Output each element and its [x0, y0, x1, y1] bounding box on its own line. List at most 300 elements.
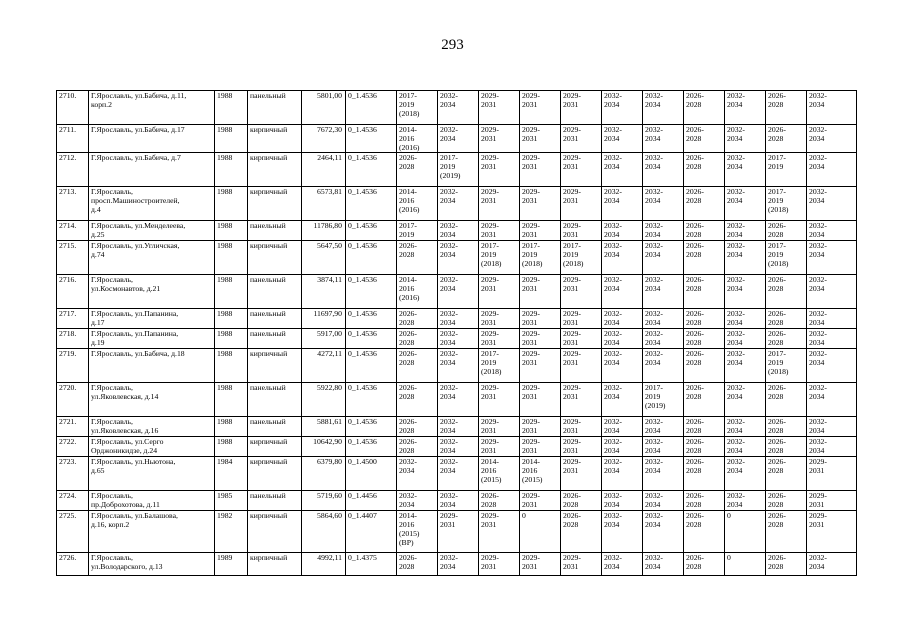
repair-period-cell: 2017- 2019 (2018) — [561, 241, 602, 275]
repair-period-cell: 2029- 2031 — [807, 511, 857, 553]
wall-material-cell: кирпичный — [248, 241, 302, 275]
address-cell: Г.Ярославль, ул.Бабича, д.18 — [89, 349, 215, 383]
wall-material-cell: кирпичный — [248, 187, 302, 221]
repair-period-cell: 2017- 2019 (2018) — [479, 349, 520, 383]
table-row — [57, 91, 857, 125]
repair-period-cell: 2032- 2034 — [397, 491, 438, 511]
row-number-cell: 2725. — [57, 511, 89, 553]
repair-period-cell: 2029- 2031 — [479, 329, 520, 349]
code-cell: 0_1.4407 — [346, 511, 397, 553]
row-number-cell: 2718. — [57, 329, 89, 349]
repair-period-cell: 2029- 2031 — [520, 491, 561, 511]
table-row — [57, 329, 857, 349]
repair-period-cell: 2026- 2028 — [766, 91, 807, 125]
repair-period-cell: 2032- 2034 — [643, 329, 684, 349]
repair-period-cell: 2029- 2031 — [561, 221, 602, 241]
table-row — [57, 241, 857, 275]
code-cell: 0_1.4500 — [346, 457, 397, 491]
repair-period-cell: 2032- 2034 — [643, 153, 684, 187]
repair-period-cell: 0 — [725, 553, 766, 576]
repair-period-cell: 2032- 2034 — [807, 383, 857, 417]
repair-period-cell: 2029- 2031 — [520, 329, 561, 349]
repair-period-cell: 2026- 2028 — [684, 437, 725, 457]
table-row — [57, 491, 857, 511]
area-cell: 5881,61 — [302, 417, 346, 437]
repair-period-cell: 2026- 2028 — [397, 417, 438, 437]
repair-period-cell: 2032- 2034 — [725, 153, 766, 187]
address-cell: Г.Ярославль, ул.Володарского, д.13 — [89, 553, 215, 576]
repair-period-cell: 2032- 2034 — [438, 553, 479, 576]
repair-period-cell: 2026- 2028 — [397, 437, 438, 457]
repair-period-cell: 2017- 2019 (2018) — [397, 91, 438, 125]
repair-period-cell: 2014- 2016 (2015) — [520, 457, 561, 491]
repair-period-cell: 2026- 2028 — [684, 241, 725, 275]
repair-period-cell: 2014- 2016 (2016) — [397, 125, 438, 153]
repair-period-cell: 2032- 2034 — [602, 275, 643, 309]
row-number-cell: 2719. — [57, 349, 89, 383]
repair-period-cell: 2032- 2034 — [807, 553, 857, 576]
repair-period-cell: 2032- 2034 — [643, 221, 684, 241]
repair-period-cell: 2029- 2031 — [479, 275, 520, 309]
table-row — [57, 187, 857, 221]
repair-period-cell: 2032- 2034 — [807, 153, 857, 187]
year-cell: 1988 — [215, 187, 248, 221]
housing-repair-schedule-table — [56, 90, 857, 576]
repair-period-cell: 2017- 2019 (2019) — [643, 383, 684, 417]
repair-period-cell: 2032- 2034 — [807, 437, 857, 457]
repair-period-cell: 2032- 2034 — [643, 457, 684, 491]
repair-period-cell: 2017- 2019 (2019) — [438, 153, 479, 187]
repair-period-cell: 2029- 2031 — [561, 553, 602, 576]
year-cell: 1988 — [215, 275, 248, 309]
address-cell: Г.Ярославль, ул.Серго Орджоникидзе, д.24 — [89, 437, 215, 457]
address-cell: Г.Ярославль, ул.Папанина, д.17 — [89, 309, 215, 329]
table-row — [57, 221, 857, 241]
repair-period-cell: 2032- 2034 — [725, 241, 766, 275]
row-number-cell: 2720. — [57, 383, 89, 417]
repair-period-cell: 2029- 2031 — [479, 125, 520, 153]
repair-period-cell: 2032- 2034 — [438, 309, 479, 329]
repair-period-cell: 2026- 2028 — [766, 329, 807, 349]
repair-period-cell: 2026- 2028 — [397, 329, 438, 349]
repair-period-cell: 2032- 2034 — [725, 187, 766, 221]
repair-period-cell: 2032- 2034 — [438, 91, 479, 125]
repair-period-cell: 2026- 2028 — [479, 491, 520, 511]
repair-period-cell: 2029- 2031 — [479, 221, 520, 241]
code-cell: 0_1.4536 — [346, 241, 397, 275]
address-cell: Г.Ярославль, ул.Папанина, д.19 — [89, 329, 215, 349]
code-cell: 0_1.4536 — [346, 349, 397, 383]
code-cell: 0_1.4536 — [346, 187, 397, 221]
row-number-cell: 2715. — [57, 241, 89, 275]
code-cell: 0_1.4536 — [346, 275, 397, 309]
repair-period-cell: 2032- 2034 — [643, 511, 684, 553]
repair-period-cell: 2032- 2034 — [643, 309, 684, 329]
wall-material-cell: панельный — [248, 275, 302, 309]
repair-period-cell: 2029- 2031 — [520, 553, 561, 576]
repair-period-cell: 2032- 2034 — [725, 221, 766, 241]
area-cell: 2464,11 — [302, 153, 346, 187]
repair-period-cell: 2014- 2016 (2015) (ВР) — [397, 511, 438, 553]
row-number-cell: 2711. — [57, 125, 89, 153]
area-cell: 5801,00 — [302, 91, 346, 125]
repair-period-cell: 2032- 2034 — [602, 349, 643, 383]
repair-period-cell: 2029- 2031 — [561, 153, 602, 187]
row-number-cell: 2714. — [57, 221, 89, 241]
repair-period-cell: 2032- 2034 — [725, 125, 766, 153]
repair-period-cell: 2032- 2034 — [438, 125, 479, 153]
row-number-cell: 2722. — [57, 437, 89, 457]
area-cell: 5719,60 — [302, 491, 346, 511]
address-cell: Г.Ярославль, ул.Балашова, д.16, корп.2 — [89, 511, 215, 553]
repair-period-cell: 2032- 2034 — [438, 329, 479, 349]
wall-material-cell: панельный — [248, 221, 302, 241]
repair-period-cell: 2032- 2034 — [438, 417, 479, 437]
repair-period-cell: 2032- 2034 — [807, 91, 857, 125]
year-cell: 1988 — [215, 437, 248, 457]
row-number-cell: 2723. — [57, 457, 89, 491]
repair-period-cell: 2032- 2034 — [602, 457, 643, 491]
code-cell: 0_1.4536 — [346, 309, 397, 329]
repair-period-cell: 2029- 2031 — [561, 417, 602, 437]
wall-material-cell: кирпичный — [248, 153, 302, 187]
address-cell: Г.Ярославль, просп.Машиностроителей, д.4 — [89, 187, 215, 221]
repair-period-cell: 2032- 2034 — [397, 457, 438, 491]
repair-period-cell: 2026- 2028 — [684, 329, 725, 349]
repair-period-cell: 2029- 2031 — [520, 125, 561, 153]
repair-period-cell: 2032- 2034 — [438, 491, 479, 511]
repair-period-cell: 2032- 2034 — [602, 125, 643, 153]
repair-period-cell: 2029- 2031 — [520, 309, 561, 329]
repair-period-cell: 2032- 2034 — [725, 275, 766, 309]
year-cell: 1988 — [215, 221, 248, 241]
wall-material-cell: кирпичный — [248, 553, 302, 576]
code-cell: 0_1.4456 — [346, 491, 397, 511]
address-cell: Г.Ярославль, ул.Бабича, д.17 — [89, 125, 215, 153]
year-cell: 1988 — [215, 349, 248, 383]
wall-material-cell: панельный — [248, 491, 302, 511]
repair-period-cell: 2032- 2034 — [643, 437, 684, 457]
year-cell: 1988 — [215, 417, 248, 437]
repair-period-cell: 2029- 2031 — [561, 187, 602, 221]
year-cell: 1984 — [215, 457, 248, 491]
table-row — [57, 153, 857, 187]
repair-period-cell: 2029- 2031 — [479, 383, 520, 417]
repair-period-cell: 2029- 2031 — [520, 437, 561, 457]
code-cell: 0_1.4536 — [346, 221, 397, 241]
repair-period-cell: 2029- 2031 — [479, 187, 520, 221]
repair-period-cell: 2032- 2034 — [438, 383, 479, 417]
repair-period-cell: 2026- 2028 — [766, 491, 807, 511]
repair-period-cell: 2026- 2028 — [766, 511, 807, 553]
table-row — [57, 457, 857, 491]
repair-period-cell: 2029- 2031 — [561, 309, 602, 329]
code-cell: 0_1.4536 — [346, 383, 397, 417]
page-number: 293 — [441, 37, 464, 53]
repair-period-cell: 2032- 2034 — [807, 417, 857, 437]
repair-period-cell: 2026- 2028 — [766, 417, 807, 437]
address-cell: Г.Ярославль, ул.Ньютона, д.65 — [89, 457, 215, 491]
address-cell: Г.Ярославль, ул.Менделеева, д.25 — [89, 221, 215, 241]
repair-period-cell: 2032- 2034 — [602, 241, 643, 275]
repair-period-cell: 2032- 2034 — [643, 417, 684, 437]
table-row — [57, 275, 857, 309]
table-row — [57, 417, 857, 437]
repair-period-cell: 2032- 2034 — [643, 275, 684, 309]
repair-period-cell: 2032- 2034 — [643, 91, 684, 125]
repair-period-cell: 2032- 2034 — [725, 349, 766, 383]
repair-period-cell: 2032- 2034 — [438, 221, 479, 241]
address-cell: Г.Ярославль, ул.Яковлевская, д.16 — [89, 417, 215, 437]
repair-period-cell: 2032- 2034 — [438, 187, 479, 221]
code-cell: 0_1.4536 — [346, 437, 397, 457]
repair-period-cell: 2032- 2034 — [643, 553, 684, 576]
repair-period-cell: 2026- 2028 — [684, 153, 725, 187]
repair-period-cell: 2032- 2034 — [602, 383, 643, 417]
repair-period-cell: 2032- 2034 — [602, 91, 643, 125]
address-cell: Г.Ярославль, ул.Космонавтов, д.21 — [89, 275, 215, 309]
year-cell: 1988 — [215, 153, 248, 187]
repair-period-cell: 2026- 2028 — [397, 153, 438, 187]
repair-period-cell: 2032- 2034 — [602, 437, 643, 457]
row-number-cell: 2710. — [57, 91, 89, 125]
area-cell: 6379,80 — [302, 457, 346, 491]
repair-period-cell: 2026- 2028 — [766, 383, 807, 417]
repair-period-cell: 2029- 2031 — [561, 437, 602, 457]
repair-period-cell: 2032- 2034 — [643, 349, 684, 383]
repair-period-cell: 2017- 2019 (2018) — [766, 241, 807, 275]
repair-period-cell: 2026- 2028 — [766, 553, 807, 576]
area-cell: 3874,11 — [302, 275, 346, 309]
repair-period-cell: 2029- 2031 — [520, 221, 561, 241]
repair-period-cell: 2026- 2028 — [684, 309, 725, 329]
row-number-cell: 2712. — [57, 153, 89, 187]
repair-period-cell: 2029- 2031 — [561, 349, 602, 383]
repair-period-cell: 2026- 2028 — [561, 511, 602, 553]
year-cell: 1988 — [215, 241, 248, 275]
repair-period-cell: 2032- 2034 — [807, 309, 857, 329]
wall-material-cell: панельный — [248, 383, 302, 417]
repair-period-cell: 2029- 2031 — [479, 417, 520, 437]
repair-period-cell: 2032- 2034 — [643, 125, 684, 153]
repair-period-cell: 2029- 2031 — [479, 511, 520, 553]
repair-period-cell: 0 — [725, 511, 766, 553]
repair-period-cell: 2032- 2034 — [807, 349, 857, 383]
repair-period-cell: 2017- 2019 — [397, 221, 438, 241]
repair-period-cell: 2032- 2034 — [725, 457, 766, 491]
repair-period-cell: 2026- 2028 — [397, 383, 438, 417]
row-number-cell: 2713. — [57, 187, 89, 221]
repair-period-cell: 2032- 2034 — [725, 491, 766, 511]
repair-period-cell: 2032- 2034 — [643, 187, 684, 221]
repair-period-cell: 2029- 2031 — [479, 309, 520, 329]
repair-period-cell: 2032- 2034 — [602, 153, 643, 187]
repair-period-cell: 2032- 2034 — [602, 329, 643, 349]
repair-period-cell: 2026- 2028 — [684, 349, 725, 383]
year-cell: 1988 — [215, 383, 248, 417]
year-cell: 1988 — [215, 329, 248, 349]
table-row — [57, 125, 857, 153]
address-cell: Г.Ярославль, ул.Яковлевская, д.14 — [89, 383, 215, 417]
table-row — [57, 553, 857, 576]
code-cell: 0_1.4536 — [346, 417, 397, 437]
repair-period-cell: 2017- 2019 (2018) — [479, 241, 520, 275]
repair-period-cell: 2029- 2031 — [479, 153, 520, 187]
repair-period-cell: 2029- 2031 — [520, 91, 561, 125]
repair-period-cell: 2026- 2028 — [397, 553, 438, 576]
repair-period-cell: 2017- 2019 (2018) — [766, 349, 807, 383]
repair-period-cell: 2029- 2031 — [520, 383, 561, 417]
repair-period-cell: 2026- 2028 — [561, 491, 602, 511]
repair-period-cell: 2032- 2034 — [602, 511, 643, 553]
area-cell: 4272,11 — [302, 349, 346, 383]
repair-period-cell: 2032- 2034 — [807, 241, 857, 275]
row-number-cell: 2716. — [57, 275, 89, 309]
code-cell: 0_1.4536 — [346, 125, 397, 153]
repair-period-cell: 2029- 2031 — [479, 553, 520, 576]
repair-period-cell: 2032- 2034 — [807, 187, 857, 221]
repair-period-cell: 2026- 2028 — [397, 241, 438, 275]
area-cell: 5864,60 — [302, 511, 346, 553]
repair-period-cell: 2032- 2034 — [643, 241, 684, 275]
area-cell: 4992,11 — [302, 553, 346, 576]
repair-period-cell: 2029- 2031 — [561, 275, 602, 309]
year-cell: 1982 — [215, 511, 248, 553]
code-cell: 0_1.4536 — [346, 91, 397, 125]
repair-period-cell: 2029- 2031 — [479, 437, 520, 457]
area-cell: 11697,90 — [302, 309, 346, 329]
repair-period-cell: 2014- 2016 (2016) — [397, 275, 438, 309]
repair-period-cell: 2026- 2028 — [684, 491, 725, 511]
wall-material-cell: панельный — [248, 309, 302, 329]
repair-period-cell: 2026- 2028 — [766, 125, 807, 153]
repair-period-cell: 2029- 2031 — [561, 329, 602, 349]
repair-period-cell: 2014- 2016 (2016) — [397, 187, 438, 221]
repair-period-cell: 2026- 2028 — [684, 187, 725, 221]
repair-period-cell: 2032- 2034 — [602, 221, 643, 241]
repair-period-cell: 2032- 2034 — [807, 125, 857, 153]
area-cell: 11786,80 — [302, 221, 346, 241]
wall-material-cell: панельный — [248, 417, 302, 437]
repair-period-cell: 0 — [520, 511, 561, 553]
repair-period-cell: 2026- 2028 — [684, 221, 725, 241]
repair-period-cell: 2017- 2019 — [766, 153, 807, 187]
repair-period-cell: 2029- 2031 — [561, 457, 602, 491]
year-cell: 1989 — [215, 553, 248, 576]
code-cell: 0_1.4536 — [346, 329, 397, 349]
repair-period-cell: 2026- 2028 — [684, 91, 725, 125]
repair-period-cell: 2026- 2028 — [766, 275, 807, 309]
repair-period-cell: 2026- 2028 — [766, 221, 807, 241]
repair-period-cell: 2029- 2031 — [561, 383, 602, 417]
code-cell: 0_1.4536 — [346, 153, 397, 187]
repair-period-cell: 2029- 2031 — [561, 91, 602, 125]
repair-period-cell: 2032- 2034 — [438, 349, 479, 383]
repair-period-cell: 2032- 2034 — [602, 309, 643, 329]
address-cell: Г.Ярославль, пр.Доброхотова, д.11 — [89, 491, 215, 511]
repair-period-cell: 2029- 2031 — [520, 349, 561, 383]
repair-period-cell: 2032- 2034 — [725, 91, 766, 125]
repair-period-cell: 2014- 2016 (2015) — [479, 457, 520, 491]
table-row — [57, 511, 857, 553]
wall-material-cell: кирпичный — [248, 457, 302, 491]
repair-period-cell: 2032- 2034 — [807, 221, 857, 241]
address-cell: Г.Ярославль, ул.Бабича, д.7 — [89, 153, 215, 187]
area-cell: 5647,50 — [302, 241, 346, 275]
year-cell: 1988 — [215, 309, 248, 329]
year-cell: 1988 — [215, 125, 248, 153]
repair-period-cell: 2032- 2034 — [438, 275, 479, 309]
area-cell: 10642,90 — [302, 437, 346, 457]
repair-period-cell: 2032- 2034 — [725, 309, 766, 329]
repair-period-cell: 2032- 2034 — [602, 491, 643, 511]
repair-period-cell: 2029- 2031 — [479, 91, 520, 125]
repair-period-cell: 2032- 2034 — [602, 553, 643, 576]
repair-period-cell: 2017- 2019 (2018) — [520, 241, 561, 275]
repair-period-cell: 2026- 2028 — [766, 309, 807, 329]
table-body — [57, 91, 857, 576]
address-cell: Г.Ярославль, ул.Угличская, д.74 — [89, 241, 215, 275]
repair-period-cell: 2032- 2034 — [602, 187, 643, 221]
repair-period-cell: 2029- 2031 — [438, 511, 479, 553]
repair-period-cell: 2026- 2028 — [684, 125, 725, 153]
wall-material-cell: кирпичный — [248, 125, 302, 153]
repair-period-cell: 2032- 2034 — [438, 241, 479, 275]
repair-period-cell: 2032- 2034 — [725, 437, 766, 457]
repair-period-cell: 2026- 2028 — [397, 349, 438, 383]
repair-period-cell: 2026- 2028 — [684, 457, 725, 491]
area-cell: 5922,80 — [302, 383, 346, 417]
repair-period-cell: 2029- 2031 — [807, 457, 857, 491]
repair-period-cell: 2032- 2034 — [725, 329, 766, 349]
repair-period-cell: 2026- 2028 — [684, 553, 725, 576]
repair-period-cell: 2029- 2031 — [807, 491, 857, 511]
wall-material-cell: кирпичный — [248, 511, 302, 553]
repair-period-cell: 2017- 2019 (2018) — [766, 187, 807, 221]
repair-period-cell: 2029- 2031 — [520, 187, 561, 221]
repair-period-cell: 2032- 2034 — [438, 457, 479, 491]
repair-period-cell: 2032- 2034 — [725, 417, 766, 437]
repair-period-cell: 2026- 2028 — [684, 417, 725, 437]
row-number-cell: 2717. — [57, 309, 89, 329]
wall-material-cell: кирпичный — [248, 349, 302, 383]
address-cell: Г.Ярославль, ул.Бабича, д.11, корп.2 — [89, 91, 215, 125]
repair-period-cell: 2032- 2034 — [725, 383, 766, 417]
year-cell: 1985 — [215, 491, 248, 511]
repair-period-cell: 2032- 2034 — [807, 329, 857, 349]
repair-period-cell: 2032- 2034 — [438, 437, 479, 457]
repair-period-cell: 2026- 2028 — [684, 275, 725, 309]
repair-period-cell: 2032- 2034 — [643, 491, 684, 511]
repair-period-cell: 2032- 2034 — [807, 275, 857, 309]
area-cell: 6573,81 — [302, 187, 346, 221]
repair-period-cell: 2026- 2028 — [397, 309, 438, 329]
repair-period-cell: 2029- 2031 — [520, 417, 561, 437]
table-row — [57, 383, 857, 417]
row-number-cell: 2721. — [57, 417, 89, 437]
repair-period-cell: 2029- 2031 — [561, 125, 602, 153]
wall-material-cell: кирпичный — [248, 437, 302, 457]
table-row — [57, 309, 857, 329]
area-cell: 5917,00 — [302, 329, 346, 349]
code-cell: 0_1.4375 — [346, 553, 397, 576]
repair-period-cell: 2026- 2028 — [766, 437, 807, 457]
repair-period-cell: 2026- 2028 — [766, 457, 807, 491]
repair-period-cell: 2026- 2028 — [684, 511, 725, 553]
repair-period-cell: 2032- 2034 — [602, 417, 643, 437]
wall-material-cell: панельный — [248, 329, 302, 349]
repair-period-cell: 2029- 2031 — [520, 153, 561, 187]
